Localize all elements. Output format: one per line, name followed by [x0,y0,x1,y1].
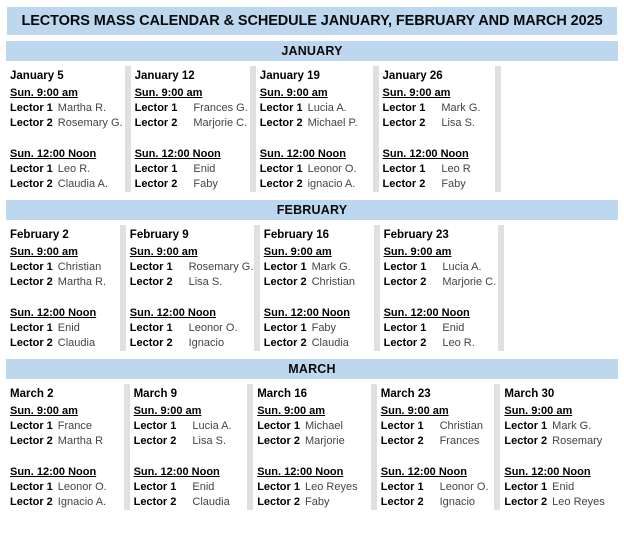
lector-2-label: Lector 2 [383,337,427,349]
lector-1-name: Faby [311,322,337,334]
date-heading: February 23 [383,229,449,241]
lector-2-name: Michael P. [307,117,358,129]
page-title: LECTORS MASS CALENDAR & SCHEDULE JANUARY, FEBRUARY AND MARCH 2025 [21,13,603,29]
lector-2-label: Lector 2 [504,435,548,447]
mass-slot-noon [264,303,372,351]
lector-2-name: Christian [311,276,355,288]
slot-time-label: Sun. 9:00 am [383,246,452,258]
mass-slot-noon [384,303,497,351]
lector-2-name: Martha R [57,435,104,447]
lector-row [381,495,493,510]
lector-1-label: Lector 1 [382,163,426,175]
lector-row [135,162,248,177]
lector-1-label: Lector 1 [10,163,53,175]
lector-row [10,419,122,434]
week-row-january [6,66,618,192]
lector-1-label: Lector 1 [134,102,178,114]
week-column-mar-30[interactable] [500,384,618,510]
week-column-feb-2[interactable] [6,225,120,351]
lector-2-label: Lector 2 [133,496,177,508]
lector-1-label: Lector 1 [259,163,303,175]
lector-2-name: Claudia A. [57,178,108,190]
date-heading: March 2 [10,388,54,400]
mass-slot-morning [134,401,246,449]
lector-1-name: Leonor O. [188,322,238,334]
date-heading: March 23 [380,388,431,400]
slot-time-label: Sun. 12:00 Noon [129,307,216,319]
slot-time-label: Sun. 12:00 Noon [257,466,344,478]
mass-slot-noon [383,144,494,192]
week-row-february [6,225,618,351]
lector-2-name: Leo Reyes [552,496,605,508]
lector-row [10,260,118,275]
lector-1-label: Lector 1 [133,420,177,432]
mass-slot-noon [10,144,123,192]
lector-row [135,177,248,192]
lector-2-name: Faby [441,178,466,190]
lector-1-name: Mark G. [311,261,351,273]
mass-slot-morning [383,83,494,131]
lector-1-label: Lector 1 [129,261,173,273]
mass-slot-noon [504,462,616,510]
lector-2-name: Lisa S. [192,435,227,447]
month-header-january [6,41,618,61]
slot-time-label: Sun. 12:00 Noon [10,466,97,478]
slot-time-label: Sun. 12:00 Noon [380,466,467,478]
lector-row [10,101,123,116]
lector-row [130,336,252,351]
lector-2-label: Lector 2 [10,496,53,508]
slot-time-label: Sun. 9:00 am [129,246,198,258]
lector-row [130,260,252,275]
slot-time-label: Sun. 12:00 Noon [10,148,97,160]
lector-row [10,480,122,495]
lector-1-label: Lector 1 [129,322,173,334]
lector-row [264,275,372,290]
lector-1-name: Lucia A. [442,261,482,273]
lector-2-name: Claudia [57,337,96,349]
lector-2-name: Marjorie C. [442,276,497,288]
lector-2-name: ignacio A. [307,178,356,190]
lector-1-label: Lector 1 [383,322,427,334]
lector-1-name: Lucia A. [307,102,347,114]
lector-row [260,101,371,116]
month-header-february [6,200,618,220]
lector-1-label: Lector 1 [504,481,548,493]
lector-row [383,162,494,177]
lector-2-label: Lector 2 [10,178,53,190]
slot-time-label: Sun. 12:00 Noon [259,148,346,160]
lector-1-label: Lector 1 [10,102,53,114]
mass-slot-morning [384,242,497,290]
mass-slot-noon [381,462,493,510]
lector-1-name: France [57,420,93,432]
week-column-feb-23[interactable] [380,225,499,351]
lector-2-label: Lector 2 [257,496,300,508]
lector-2-name: Frances [439,435,480,447]
lector-1-name: Leo R. [57,163,91,175]
mass-slot-morning [130,242,252,290]
lector-2-name: Faby [193,178,218,190]
slot-time-label: Sun. 12:00 Noon [263,307,350,319]
lector-1-name: Enid [552,481,575,493]
lector-1-name: Leonor O. [57,481,107,493]
lector-1-label: Lector 1 [10,481,53,493]
calendar-page [0,6,624,540]
lector-row [504,480,616,495]
lector-row [10,321,118,336]
date-heading [505,66,616,70]
lector-1-name: Michael [304,420,343,432]
mass-slot-morning [381,401,493,449]
date-heading: March 9 [133,388,178,400]
lector-1-label: Lector 1 [133,481,177,493]
week-column-jan-5[interactable] [6,66,125,192]
date-heading: January 5 [10,70,64,82]
lector-row [504,434,616,449]
lector-2-label: Lector 2 [129,337,173,349]
lector-2-name: Claudia [311,337,349,349]
lector-2-name: Ignacio [439,496,476,508]
lector-2-label: Lector 2 [10,337,53,349]
lector-1-name: Martha R. [57,102,107,114]
mass-slot-morning [264,242,372,290]
slot-time-label: Sun. 12:00 Noon [134,148,221,160]
month-block-february [6,200,618,351]
lector-row [260,116,371,131]
lector-row [260,162,371,177]
lector-1-name: Christian [57,261,102,273]
lector-2-name: Rosemary G. [57,117,123,129]
slot-time-label: Sun. 9:00 am [10,87,78,99]
lector-2-name: Leo R. [442,337,475,349]
slot-time-label: Sun. 12:00 Noon [504,466,591,478]
lector-2-label: Lector 2 [259,117,303,129]
lector-1-name: Enid [193,163,216,175]
lector-1-name: Enid [192,481,215,493]
lector-row [257,480,369,495]
week-column-jan-empty[interactable] [501,66,618,192]
lector-2-name: Lisa S. [188,276,223,288]
month-block-january [6,41,618,192]
lector-row [504,419,616,434]
date-heading: February 9 [129,229,189,241]
week-column-jan-12[interactable] [131,66,250,192]
lector-2-name: Ignacio A. [57,496,107,508]
lector-2-label: Lector 2 [380,496,424,508]
lector-2-label: Lector 2 [380,435,424,447]
lector-1-name: Rosemary G. [188,261,254,273]
lector-2-name: Rosemary [552,435,603,447]
mass-slot-noon [10,303,118,351]
lector-2-label: Lector 2 [263,276,307,288]
mass-slot-noon [135,144,248,192]
slot-time-label: Sun. 9:00 am [504,405,573,417]
lector-row [383,116,494,131]
mass-slot-noon [257,462,369,510]
week-column-mar-9[interactable] [130,384,248,510]
lector-1-name: Enid [442,322,465,334]
mass-slot-morning [10,83,123,131]
lector-row [134,419,246,434]
lector-row [264,321,372,336]
date-heading: January 19 [259,70,320,82]
lector-row [384,275,497,290]
lector-2-label: Lector 2 [263,337,307,349]
date-heading: February 2 [10,229,69,241]
slot-time-label: Sun. 12:00 Noon [382,148,469,160]
lector-row [384,321,497,336]
lector-row [134,495,246,510]
slot-time-label: Sun. 9:00 am [133,405,202,417]
lector-2-label: Lector 2 [382,178,426,190]
lector-2-label: Lector 2 [382,117,426,129]
mass-slot-morning [257,401,369,449]
lector-1-name: Leo R [441,163,471,175]
lector-row [135,116,248,131]
lector-1-label: Lector 1 [10,420,53,432]
lector-row [381,480,493,495]
lector-row [10,275,118,290]
lector-1-label: Lector 1 [263,322,307,334]
week-column-feb-16[interactable] [260,225,374,351]
lector-2-name: Ignacio [188,337,225,349]
lector-row [383,177,494,192]
lector-row [257,495,369,510]
lector-row [257,419,369,434]
mass-slot-morning [135,83,248,131]
date-heading: January 12 [134,70,195,82]
mass-slot-morning [260,83,371,131]
lector-1-label: Lector 1 [380,481,424,493]
week-row-march [6,384,618,510]
week-column-mar-2[interactable] [6,384,124,510]
lector-2-label: Lector 2 [10,117,53,129]
lector-2-label: Lector 2 [133,435,177,447]
lector-1-label: Lector 1 [257,481,300,493]
lector-row [10,434,122,449]
spacer [6,192,618,200]
lector-1-label: Lector 1 [10,261,53,273]
week-column-jan-19[interactable] [256,66,373,192]
lector-2-name: Marjorie C. [193,117,248,129]
lector-row [384,260,497,275]
lector-2-label: Lector 2 [504,496,548,508]
week-column-feb-9[interactable] [126,225,254,351]
lector-2-name: Claudia [192,496,230,508]
lector-row [10,177,123,192]
document-title-band [6,6,618,36]
lector-row [130,321,252,336]
mass-slot-morning [10,242,118,290]
date-heading: February 16 [263,229,329,241]
lector-row [130,275,252,290]
lector-1-label: Lector 1 [382,102,426,114]
mass-slot-noon [10,462,122,510]
month-header-march [6,359,618,379]
week-column-feb-empty[interactable] [504,225,618,351]
lector-1-name: Lucia A. [192,420,232,432]
lector-row [10,116,123,131]
lector-row [264,336,372,351]
month-name: MARCH [288,362,336,376]
slot-time-label: Sun. 9:00 am [10,246,78,258]
lector-2-label: Lector 2 [259,178,303,190]
slot-time-label: Sun. 9:00 am [10,405,78,417]
lector-1-label: Lector 1 [259,102,303,114]
lector-2-name: Martha R. [57,276,107,288]
date-heading [508,225,616,229]
lector-row [504,495,616,510]
lector-row [135,101,248,116]
slot-time-label: Sun. 9:00 am [259,87,328,99]
lector-row [10,336,118,351]
lector-row [10,162,123,177]
slot-time-label: Sun. 12:00 Noon [383,307,470,319]
lector-row [264,260,372,275]
lector-row [381,419,493,434]
mass-slot-noon [260,144,371,192]
lector-1-label: Lector 1 [257,420,300,432]
lector-1-name: Leonor O. [439,481,489,493]
lector-row [260,177,371,192]
lector-1-label: Lector 1 [134,163,178,175]
lector-1-name: Leonor O. [307,163,357,175]
mass-slot-noon [134,462,246,510]
month-name: FEBRUARY [276,203,348,217]
lector-2-label: Lector 2 [134,178,178,190]
lector-1-label: Lector 1 [383,261,427,273]
lector-1-name: Mark G. [552,420,592,432]
lector-2-label: Lector 2 [257,435,300,447]
lector-1-name: Leo Reyes [304,481,358,493]
week-column-jan-26[interactable] [379,66,496,192]
slot-time-label: Sun. 12:00 Noon [133,466,220,478]
slot-time-label: Sun. 9:00 am [257,405,326,417]
lector-2-label: Lector 2 [10,435,53,447]
lector-row [383,101,494,116]
lector-row [381,434,493,449]
week-column-mar-23[interactable] [377,384,495,510]
lector-1-label: Lector 1 [504,420,548,432]
lector-row [257,434,369,449]
mass-slot-morning [504,401,616,449]
slot-time-label: Sun. 12:00 Noon [10,307,97,319]
date-heading: January 26 [382,70,443,82]
mass-slot-morning [10,401,122,449]
slot-time-label: Sun. 9:00 am [382,87,451,99]
lector-1-name: Frances G. [193,102,248,114]
month-name: JANUARY [281,44,343,58]
lector-1-name: Christian [439,420,483,432]
lector-row [10,495,122,510]
lector-1-name: Enid [57,322,80,334]
lector-2-label: Lector 2 [129,276,173,288]
lector-1-label: Lector 1 [380,420,424,432]
spacer [6,351,618,359]
date-heading: March 16 [257,388,308,400]
lector-row [134,434,246,449]
lector-row [134,480,246,495]
lector-2-name: Marjorie [304,435,345,447]
mass-slot-noon [130,303,252,351]
lector-2-name: Faby [304,496,330,508]
lector-2-label: Lector 2 [134,117,178,129]
lector-2-label: Lector 2 [10,276,53,288]
date-heading: March 30 [504,388,555,400]
week-column-mar-16[interactable] [253,384,371,510]
lector-1-label: Lector 1 [263,261,307,273]
lector-2-name: Lisa S. [441,117,475,129]
month-block-march [6,359,618,510]
lector-1-name: Mark G. [441,102,481,114]
slot-time-label: Sun. 9:00 am [380,405,449,417]
slot-time-label: Sun. 9:00 am [263,246,332,258]
lector-row [384,336,497,351]
slot-time-label: Sun. 9:00 am [134,87,203,99]
lector-1-label: Lector 1 [10,322,53,334]
lector-2-label: Lector 2 [383,276,427,288]
